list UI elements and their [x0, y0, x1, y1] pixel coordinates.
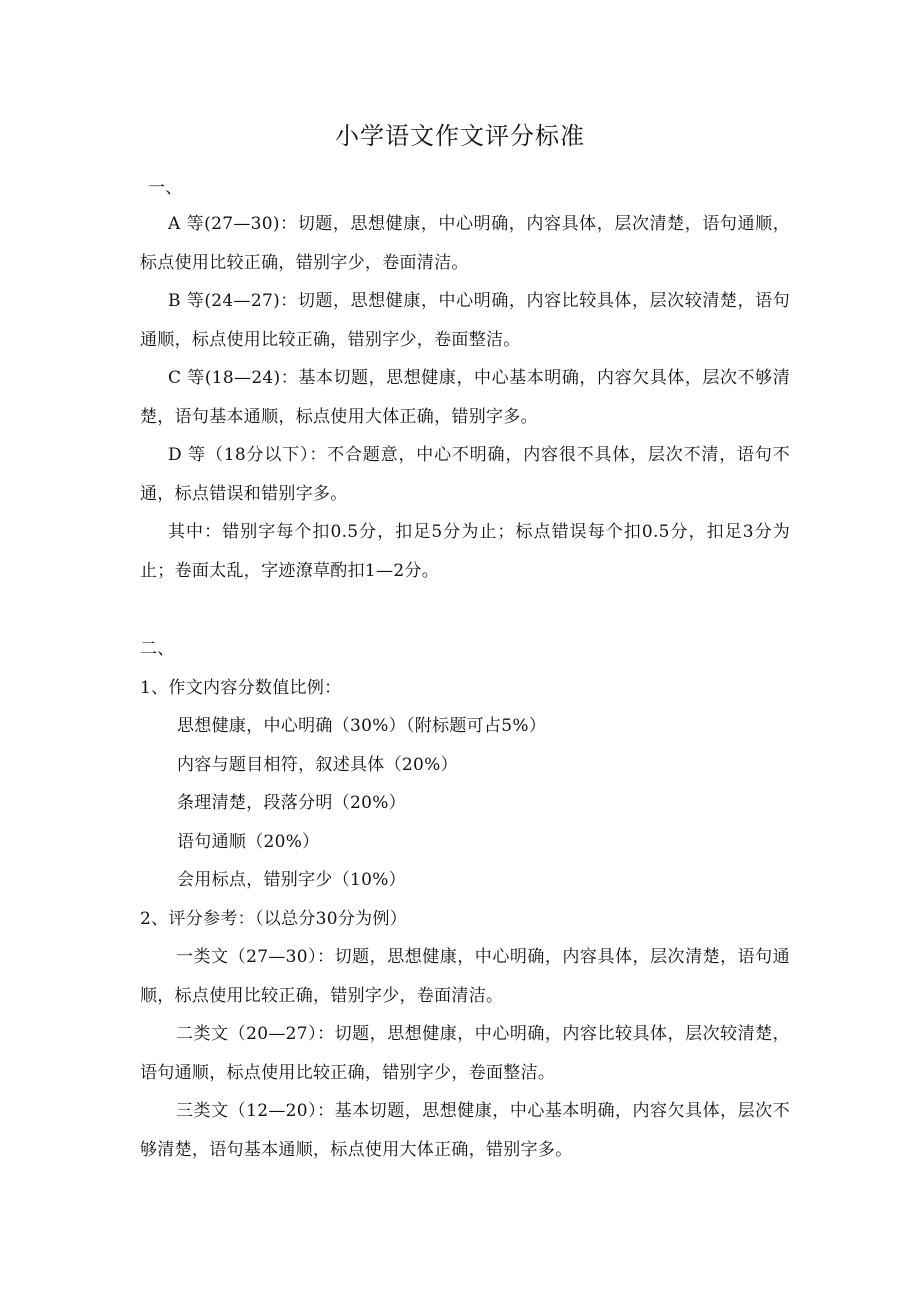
- grade-a-paragraph: [140, 205, 790, 282]
- grade-b-paragraph: [140, 282, 790, 359]
- grade-a-label: A 等(27—30)：: [168, 214, 298, 234]
- grade-d-paragraph: [140, 436, 790, 513]
- content-ratio-heading: 1、作文内容分数值比例：: [140, 678, 342, 698]
- document-title: 小学语文作文评分标准: [335, 122, 585, 150]
- category-3-text: 基本切题，思想健康，中心基本明确，内容欠具体，层次不够清楚，语句基本通顺，标点使用大体正确，错别字多。: [140, 1101, 790, 1160]
- grade-b-label: B 等(24—27)：: [168, 291, 298, 311]
- section-2-heading: 二、: [140, 639, 175, 659]
- grade-c-text: 基本切题，思想健康，中心基本明确，内容欠具体，层次不够清楚，语句基本通顺，标点使用大体正确，错别字多。: [140, 368, 790, 427]
- deduction-note: 其中：错别字每个扣0.5分，扣足5分为止；标点错误每个扣0.5分，扣足3分为止；卷面太乱，字迹潦草酌扣1—2分。: [140, 522, 790, 581]
- category-2-paragraph: [140, 1015, 790, 1092]
- category-3-label: 三类文（12—20）：: [176, 1101, 335, 1121]
- grade-c-label: C 等(18—24)：: [168, 368, 299, 388]
- category-1-paragraph: [140, 938, 790, 1015]
- scoring-reference-heading: 2、评分参考：（以总分30分为例）: [140, 909, 408, 929]
- ratio-item: 会用标点，错别字少（10%）: [177, 870, 406, 890]
- grade-d-label: D 等（18分以下）：: [168, 445, 328, 465]
- grade-b-text: 切题，思想健康，中心明确，内容比较具体，层次较清楚，语句通顺，标点使用比较正确，错别字少，卷面整洁。: [140, 291, 790, 350]
- ratio-item: 语句通顺（20%）: [177, 832, 320, 852]
- category-1-text: 切题，思想健康，中心明确，内容具体，层次清楚，语句通顺，标点使用比较正确，错别字少，卷面清洁。: [140, 947, 790, 1006]
- ratio-item: 条理清楚，段落分明（20%）: [177, 793, 406, 813]
- ratio-item: 思想健康，中心明确（30%）（附标题可占5%）: [177, 716, 547, 736]
- section-1-heading: 一、: [148, 178, 183, 198]
- grade-c-paragraph: [140, 359, 790, 436]
- category-3-paragraph: [140, 1092, 790, 1169]
- ratio-item: 内容与题目相符，叙述具体（20%）: [177, 755, 458, 775]
- category-2-label: 二类文（20—27）：: [176, 1024, 335, 1044]
- grade-a-text: 切题，思想健康，中心明确，内容具体，层次清楚，语句通顺，标点使用比较正确，错别字少，卷面清洁。: [140, 214, 790, 273]
- category-1-label: 一类文（27—30）：: [176, 947, 335, 967]
- grade-d-text: 不合题意，中心不明确，内容很不具体，层次不清，语句不通，标点错误和错别字多。: [140, 445, 790, 504]
- category-2-text: 切题，思想健康，中心明确，内容比较具体，层次较清楚，语句通顺，标点使用比较正确，错别字少，卷面整洁。: [140, 1024, 790, 1083]
